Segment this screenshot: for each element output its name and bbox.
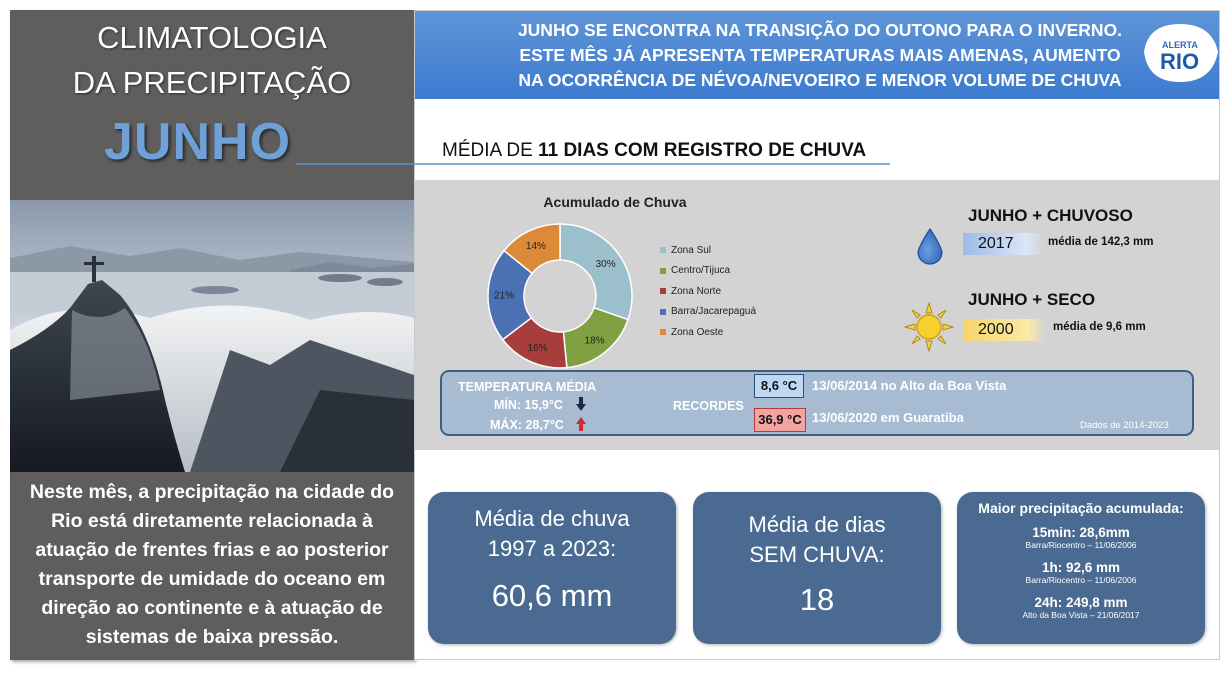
avg-rain-label-1: Média de chuva	[474, 506, 630, 531]
rain-days-prefix: MÉDIA DE	[442, 140, 539, 161]
rio-landscape-photo	[10, 200, 414, 472]
pie-label: 30%	[595, 259, 616, 271]
record-min-text: 13/06/2014 no Alto da Boa Vista	[812, 378, 1007, 393]
max-1h-location: Barra/Riocentro – 11/06/2006	[1025, 575, 1137, 585]
data-period: Dados de 2014-2023	[1080, 420, 1169, 431]
arrow-up-icon	[576, 417, 586, 436]
title-line-2: DA PRECIPITAÇÃO	[72, 65, 352, 100]
legend-swatch	[660, 288, 666, 294]
logo-text-bottom: RIO	[1160, 49, 1200, 74]
temp-title: TEMPERATURA MÉDIA	[458, 380, 597, 394]
legend-item	[660, 302, 756, 323]
max-1h: 1h: 92,6 mm	[1041, 560, 1121, 575]
rain-pie-chart	[470, 206, 650, 386]
header-line-3: NA OCORRÊNCIA DE NÉVOA/NEVOEIRO E MENOR VOLUME DE CHUVA	[518, 70, 1122, 90]
legend-swatch	[660, 268, 666, 274]
dry-days-label-2: SEM CHUVA:	[749, 542, 885, 567]
chart-title: Acumulado de Chuva	[543, 194, 687, 210]
sun-icon	[904, 302, 954, 352]
underline-connector	[296, 163, 890, 165]
dry-days-card	[693, 492, 941, 644]
avg-rain-value: 60,6 mm	[491, 578, 613, 613]
rain-days-heading	[442, 140, 866, 162]
alerta-rio-logo	[1140, 16, 1220, 88]
legend-swatch	[660, 309, 666, 315]
title-line-1: CLIMATOLOGIA	[97, 20, 327, 55]
max-24h-location: Alto da Boa Vista – 21/06/2017	[1022, 610, 1140, 620]
max-precip-card	[957, 492, 1205, 644]
pie-label: 21%	[493, 290, 515, 302]
legend-item	[660, 261, 756, 282]
dry-days-label-1: Média de dias	[748, 512, 886, 537]
wettest-year: 2017	[963, 233, 1043, 255]
max-24h: 24h: 249,8 mm	[1034, 595, 1128, 610]
legend-swatch	[660, 329, 666, 335]
rain-days-highlight: 11 DIAS COM REGISTRO DE CHUVA	[538, 140, 867, 161]
month-title: JUNHO	[104, 113, 292, 171]
dry-days-value: 18	[799, 582, 835, 617]
pie-label: 14%	[525, 240, 546, 252]
record-min-value: 8,6 °C	[754, 374, 804, 398]
legend-item	[660, 281, 756, 302]
arrow-down-icon	[576, 397, 586, 416]
temp-max: MÁX: 28,7°C	[490, 418, 564, 432]
legend-label: Zona Sul	[671, 244, 712, 256]
avg-rain-label-2: 1997 a 2023:	[487, 536, 617, 561]
record-max-value: 36,9 °C	[754, 408, 806, 432]
temp-min: MÍN: 15,9°C	[494, 398, 563, 412]
header-line-1: JUNHO SE ENCONTRA NA TRANSIÇÃO DO OUTONO PARA O INVERNO.	[517, 20, 1123, 40]
chart-legend	[660, 240, 756, 343]
driest-label: JUNHO + SECO	[968, 290, 1096, 309]
record-max-text: 13/06/2020 em Guaratiba	[812, 410, 964, 425]
description-text: Neste mês, a precipitação na cidade do Rio está diretamente relacionada à atuação de frentes frias e ao posterior transporte de umidade do oceano em direção ao continente e à atuação de sistemas de baixa pressão.	[29, 481, 395, 648]
driest-mean: média de 9,6 mm	[1053, 321, 1146, 333]
records-label: RECORDES	[673, 399, 744, 413]
pie-label: 18%	[584, 335, 605, 347]
logo-text-top: ALERTA	[1162, 40, 1198, 50]
legend-label: Barra/Jacarepaguá	[671, 306, 757, 318]
driest-year: 2000	[963, 319, 1045, 341]
legend-label: Zona Oeste	[671, 326, 724, 338]
legend-label: Zona Norte	[671, 285, 722, 297]
max-15min-location: Barra/Riocentro – 11/06/2006	[1025, 540, 1137, 550]
legend-item	[660, 240, 756, 261]
raindrop-icon	[912, 226, 948, 266]
legend-swatch	[660, 247, 666, 253]
wettest-mean: média de 142,3 mm	[1048, 236, 1154, 248]
avg-rain-card	[428, 492, 676, 644]
legend-item	[660, 322, 756, 343]
wettest-label: JUNHO + CHUVOSO	[968, 206, 1133, 225]
max-15min: 15min: 28,6mm	[1032, 525, 1130, 540]
header-line-2: ESTE MÊS JÁ APRESENTA TEMPERATURAS MAIS AMENAS, AUMENTO	[519, 45, 1121, 65]
max-precip-title: Maior precipitação acumulada:	[978, 500, 1184, 516]
pie-slice-zona-sul	[560, 224, 632, 320]
description-panel	[10, 472, 414, 660]
pie-label: 16%	[527, 342, 548, 354]
legend-label: Centro/Tijuca	[671, 265, 731, 277]
